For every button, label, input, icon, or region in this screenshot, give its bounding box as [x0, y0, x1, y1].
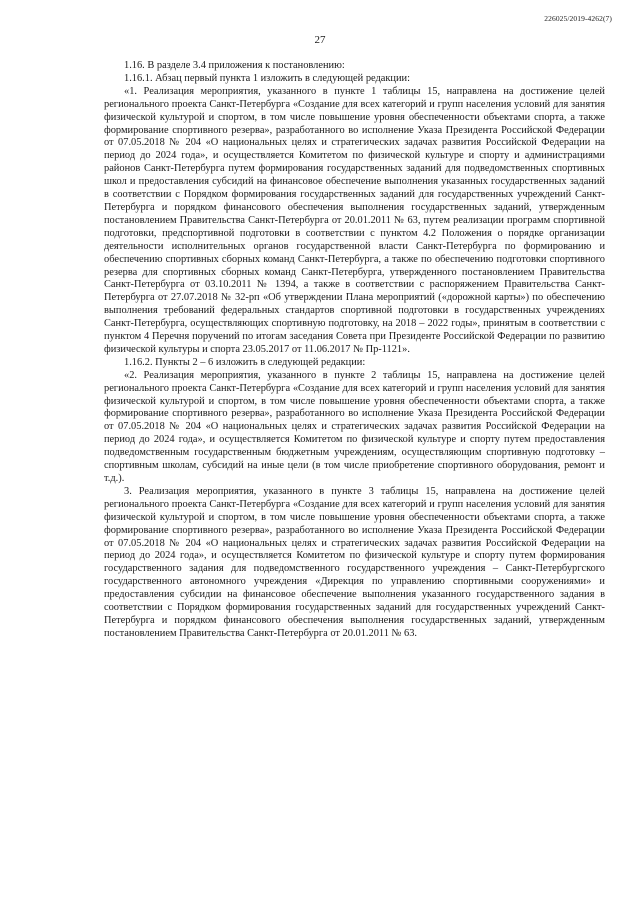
section-heading-1-16: 1.16. В разделе 3.4 приложения к постановлению:	[124, 60, 345, 71]
paragraph-item-3: 3. Реализация мероприятия, указанного в пункте 3 таблицы 15, направлена на достижение целей регионального проекта Санкт-Петербурга «Создание для всех категорий и групп населения условий для занятия физической культурой и спортом, в том числе повышение уровня обеспеченности объектами спорта, а также формирование спортивного резерва», разработанного во исполнение Указа Президента Российской Федерации от 07.05.2018 № 204 «О национальных целях и стратегических задачах развития Российской Федерации на период до 2024 года», и осуществляется Комитетом по физической культуре и спорту путем формирования государственного задания для подведомственного государственного учреждения – Санкт-Петербургского государственного автономного учреждения «Дирекция по управлению спортивными сооружениями» и предоставления субсидии на финансовое обеспечение выполнения указанного государственного задания в соответствии с Порядком формирования государственных заданий для государственных учреждений Санкт-Петербурга и порядком финансового обеспечения выполнения государственных заданий, утвержденным постановлением Правительства Санкт-Петербурга от 20.01.2011 № 63.	[104, 485, 605, 639]
document-registration-number: 226025/2019-4262(7)	[544, 14, 612, 23]
paragraph-item-1: «1. Реализация мероприятия, указанного в пункте 1 таблицы 15, направлена на достижение целей регионального проекта Санкт-Петербурга «Создание для всех категорий и групп населения условий для занятия физической культурой и спортом, в том числе повышение уровня обеспеченности объектами спорта, а также формирование спортивного резерва», разработанного во исполнение Указа Президента Российской Федерации от 07.05.2018 № 204 «О национальных целях и стратегических задачах развития Российской Федерации на период до 2024 года», и осуществляется Комитетом по физической культуре и спорту и администрациями районов Санкт-Петербурга путем формирования государственных заданий для подведомственных спортивных школ и предоставления субсидий на финансовое обеспечение выполнения указанных государственных заданий в соответствии с Порядком формирования государственных заданий для государственных учреждений Санкт-Петербурга и порядком финансового обеспечения выполнения государственных заданий, утвержденным постановлением Правительства Санкт-Петербурга от 20.01.2011 № 63, путем реализации программ спортивной подготовки, предспортивной подготовки в соответствии с пунктом 4.2 Положения о порядке организации деятельности исполнительных органов государственной власти Санкт-Петербурга по формированию и обеспечению спортивных сборных команд Санкт-Петербурга, а также по обеспечению подготовки спортивного резерва для спортивных сборных команд Санкт-Петербурга, утвержденного постановлением Правительства Санкт-Петербурга от 03.10.2011 № 1394, а также в соответствии с распоряжением Правительства Санкт-Петербурга от 27.07.2018 № 32-рп «Об утверждении Плана мероприятий («дорожной карты») по обеспечению выполнения требований федеральных стандартов спортивной подготовки в государственных учреждениях Санкт-Петербурга, осуществляющих спортивную подготовку, на 2018 – 2022 годы», принятым в соответствии с пунктом 4 Перечня поручений по итогам заседания Совета при Президенте Российской Федерации по развитию физической культуры и спорта 23.05.2017 от 11.06.2017 № Пр-1121».	[104, 85, 605, 355]
subsection-1-16-2: 1.16.2. Пункты 2 – 6 изложить в следующей редакции:	[124, 356, 366, 368]
document-body	[104, 60, 605, 641]
subsection-1-16-1: 1.16.1. Абзац первый пункта 1 изложить в следующей редакции:	[124, 72, 411, 84]
page-number: 27	[314, 34, 326, 46]
paragraph-item-2: «2. Реализация мероприятия, указанного в пункте 2 таблицы 15, направлена на достижение целей регионального проекта Санкт-Петербурга «Создание для всех категорий и групп населения условий для занятия физической культурой и спортом, в том числе повышение уровня обеспеченности объектами спорта, а также формирование спортивного резерва», разработанного во исполнение Указа Президента Российской Федерации от 07.05.2018 № 204 «О национальных целях и стратегических задачах развития Российской Федерации на период до 2024 года», и осуществляется Комитетом по физической культуре и спорту путем предоставления подведомственным государственным бюджетным учреждениям, осуществляющим спортивную подготовку – спортивным школам, субсидий на иные цели (в том числе приобретение спортивного оборудования, ремонт и т.д.).	[104, 369, 605, 484]
